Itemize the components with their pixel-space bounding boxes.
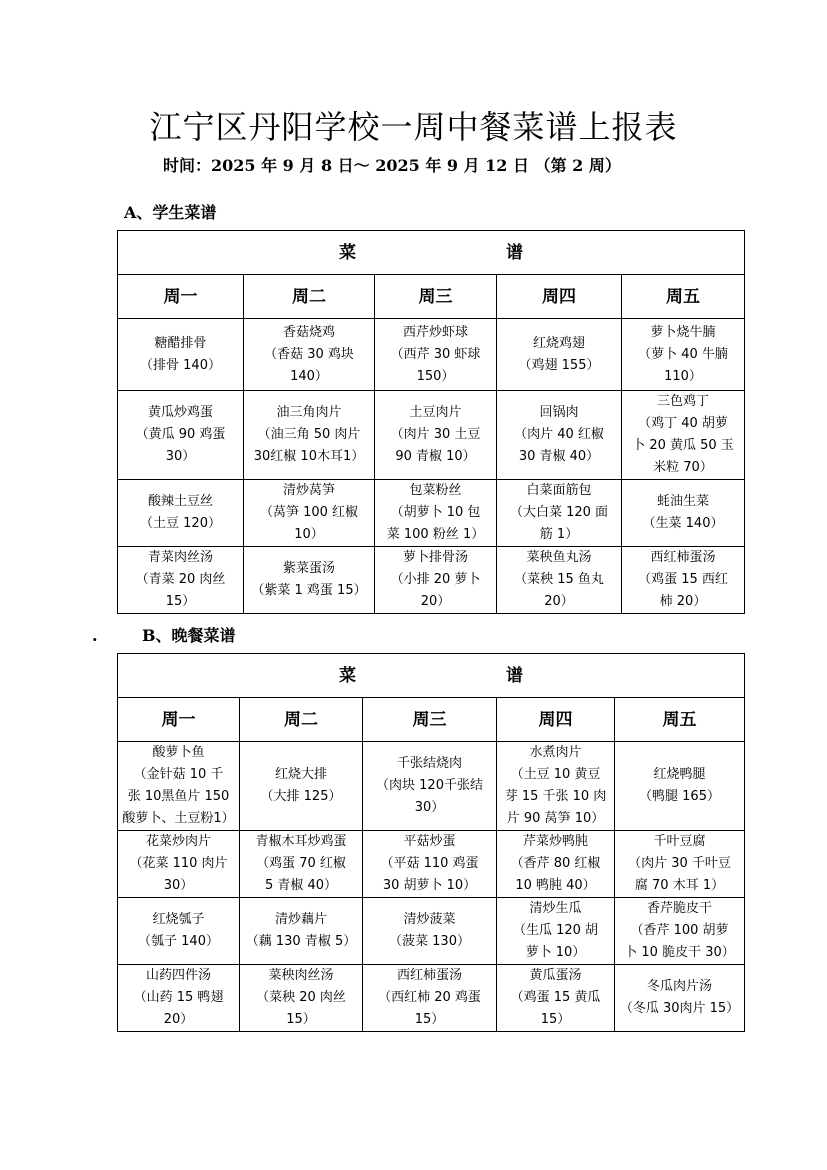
menu-header-char: 菜 [339,665,356,686]
dish-name: 黄瓜炒鸡蛋 [147,405,213,420]
dish-ingredients: （菠菜 130） [389,934,470,949]
day-header-wed: 周三 [375,275,497,319]
dish-ingredients: 卜 20 黄瓜 50 玉 [632,438,734,453]
dish-name: 回锅肉 [539,405,579,420]
dish-ingredients: （香菇 30 鸡块 [264,346,354,362]
menu-cell [615,831,745,898]
menu-cell [375,547,497,614]
dish-ingredients: 菜 100 粉丝 1） [386,527,485,542]
day-header-thu: 周四 [497,275,622,319]
dish-ingredients: （大排 125） [260,789,342,804]
menu-cell [118,547,244,614]
dish-name: 冬瓜肉片汤 [647,979,713,994]
dish-ingredients: （土豆 10 黄豆 [510,767,601,782]
dish-ingredients: （藕 130 青椒 5） [245,934,357,949]
dish-ingredients: （莴笋 100 红椒 [259,505,359,520]
dish-ingredients: 20） [420,594,451,609]
dish-name: 三色鸡丁 [657,394,710,409]
menu-cell [615,742,745,831]
dish-ingredients: （香芹 100 胡萝 [630,923,729,938]
dish-name: 糖醋排骨 [154,335,207,351]
menu-cell [240,831,363,898]
dish-name: 西红柿蛋汤 [396,968,462,983]
menu-cell [497,319,622,391]
dish-name: 清炒生瓜 [529,901,582,916]
dish-name: 花菜炒肉片 [145,834,211,849]
dish-ingredients: 5 青椒 40） [264,878,338,893]
dish-name: 黄瓜蛋汤 [529,968,582,983]
dish-ingredients: （萝卜 40 牛腩 [638,346,728,362]
dish-name: 酸萝卜鱼 [152,745,205,760]
menu-cell [363,831,497,898]
dish-ingredients: （香芹 80 红椒 [510,856,601,871]
dish-name: 山药四件汤 [145,968,211,983]
day-header-wed: 周三 [363,698,497,742]
dish-ingredients: 15） [286,1012,316,1027]
menu-cell [240,742,363,831]
dish-ingredients: 张 10黑鱼片 150 [127,789,230,804]
dish-name: 萝卜烧牛腩 [650,324,716,340]
menu-cell [240,965,363,1032]
dish-ingredients: （瓠子 140） [138,934,219,949]
dish-name: 香芹脆皮干 [647,901,713,916]
dish-ingredients: 卜 10 脆皮干 30） [624,945,735,960]
dish-ingredients: （鸡蛋 15 黄瓜 [510,990,601,1005]
dish-ingredients: （肉片 30 千叶豆 [628,856,731,871]
dish-ingredients: （油三角 50 肉片 [257,427,361,442]
bullet-dot: . [92,626,98,645]
dish-ingredients: （花菜 110 肉片 [129,856,228,871]
dish-ingredients: 酸萝卜、土豆粉1） [122,811,235,826]
dish-name: 清炒莴笋 [282,483,335,498]
menu-cell [615,898,745,965]
dish-name: 千叶豆腐 [653,834,706,849]
menu-cell [244,319,375,391]
dish-name: 千张结烧肉 [396,756,462,771]
menu-cell [118,480,244,547]
dish-ingredients: 30） [165,449,196,464]
dish-name: 油三角肉片 [276,405,342,420]
dish-name: 红烧瓠子 [152,912,205,927]
dish-ingredients: 150） [416,368,455,384]
dish-name: 清炒藕片 [274,912,327,927]
dish-ingredients: 30红椒 10木耳1） [253,449,365,464]
dish-name: 白菜面筋包 [526,483,592,498]
menu-header-char: 谱 [506,665,523,686]
dish-name: 清炒菠菜 [403,912,456,927]
table-row [118,480,745,547]
menu-header [118,654,745,698]
dish-ingredients: （冬瓜 30肉片 15） [619,1001,740,1016]
dish-ingredients: （紫菜 1 鸡蛋 15） [251,583,367,598]
menu-cell [615,965,745,1032]
dish-name: 菜秧鱼丸汤 [526,550,592,565]
dish-ingredients: （西红柿 20 鸡蛋 [378,990,481,1005]
dish-name: 芹菜炒鸭肫 [522,834,588,849]
dish-ingredients: 110） [664,368,702,384]
dish-ingredients: （西芹 30 虾球 [390,346,481,362]
dish-ingredients: 30 青椒 40） [518,449,600,464]
menu-cell [497,547,622,614]
section-a-heading: A、学生菜谱 [124,203,217,222]
menu-cell [622,480,745,547]
dish-name: 蚝油生菜 [657,494,710,509]
dish-ingredients: 柿 20） [659,594,707,609]
menu-cell [363,742,497,831]
dish-ingredients: （青菜 20 肉丝 [135,572,226,587]
dish-ingredients: 30） [163,878,194,893]
menu-cell [363,965,497,1032]
menu-cell [497,480,622,547]
dish-ingredients: 90 青椒 10） [395,449,476,464]
table-row [118,391,745,480]
menu-cell [622,547,745,614]
dish-name: 包菜粉丝 [409,483,462,498]
dish-ingredients: （金针菇 10 千 [133,767,224,782]
dish-ingredients: （菜秧 15 鱼丸 [514,572,604,587]
menu-cell [244,391,375,480]
menu-cell [118,965,240,1032]
dish-name: 红烧大排 [274,767,327,782]
dinner-menu-table [117,653,745,1032]
day-header-mon: 周一 [118,275,244,319]
menu-cell [497,391,622,480]
dish-ingredients: 15） [540,1012,571,1027]
menu-cell [118,391,244,480]
dish-ingredients: 10） [294,527,324,542]
menu-cell [118,898,240,965]
page-title: 江宁区丹阳学校一周中餐菜谱上报表 [149,108,678,146]
day-header-tue: 周二 [240,698,363,742]
dish-name: 青椒木耳炒鸡蛋 [255,834,347,849]
day-header-fri: 周五 [622,275,745,319]
dish-name: 西芹炒虾球 [402,324,468,340]
dish-ingredients: （山药 15 鸭翅 [133,990,224,1005]
dish-ingredients: 筋 1） [539,527,579,542]
dish-name: 平菇炒蛋 [403,834,456,849]
dish-ingredients: （平菇 110 鸡蛋 [380,856,479,871]
dish-ingredients: （鸡蛋 70 红椒 [256,856,346,871]
dish-name: 青菜肉丝汤 [147,550,213,565]
dish-ingredients: （肉片 30 土豆 [390,427,481,442]
dish-ingredients: （大白菜 120 面 [509,505,609,520]
dish-ingredients: 20） [544,594,574,609]
dish-ingredients: 20） [163,1012,194,1027]
table-row [118,898,745,965]
day-header-thu: 周四 [497,698,615,742]
dish-name: 水煮肉片 [529,745,582,760]
day-header-fri: 周五 [615,698,745,742]
dish-ingredients: （鸡翅 155） [518,357,600,373]
menu-cell [622,391,745,480]
menu-header [118,231,745,275]
dish-ingredients: 30） [414,800,445,815]
menu-cell [375,480,497,547]
menu-cell [118,831,240,898]
menu-cell [622,319,745,391]
menu-cell [240,898,363,965]
dish-name: 红烧鸡翅 [532,335,585,351]
menu-cell [497,742,615,831]
table-row [118,319,745,391]
dish-ingredients: （鸡蛋 15 西红 [638,572,728,587]
dish-ingredients: （黄瓜 90 鸡蛋 [135,427,226,442]
day-header-mon: 周一 [118,698,240,742]
table-row [118,831,745,898]
dish-ingredients: （鸭腿 165） [639,789,720,804]
menu-header-char: 菜 [339,242,356,263]
dish-ingredients: 萝卜 10） [525,945,586,960]
dish-name: 紫菜蛋汤 [282,561,335,576]
date-range: 时间：2025 年 9 月 8 日～ 2025 年 9 月 12 日 （第 2 周） [163,156,621,175]
dish-ingredients: （鸡丁 40 胡萝 [638,416,728,431]
dish-ingredients: 140） [290,368,328,384]
section-b-label: B、晚餐菜谱 [142,626,236,645]
dish-ingredients: 片 90 莴笋 10） [506,811,605,826]
dish-ingredients: 米粒 70） [653,460,713,475]
menu-cell [118,319,244,391]
menu-cell [244,480,375,547]
menu-cell [375,319,497,391]
menu-header-char: 谱 [506,242,523,263]
dish-name: 酸辣土豆丝 [147,494,213,509]
table-row [118,547,745,614]
dish-name: 菜秧肉丝汤 [268,968,334,983]
menu-cell [497,898,615,965]
section-b-heading [92,623,236,646]
dish-ingredients: （土豆 120） [140,516,221,531]
table-row [118,742,745,831]
menu-cell [363,898,497,965]
dish-name: 西红柿蛋汤 [650,550,716,565]
dish-ingredients: 10 鸭肫 40） [515,878,596,893]
dish-ingredients: 15） [165,594,196,609]
dish-ingredients: （小排 20 萝卜 [390,572,481,587]
dish-name: 红烧鸭腿 [653,767,706,782]
dish-ingredients: （排骨 140） [140,357,221,373]
dish-ingredients: 15） [414,1012,445,1027]
dish-ingredients: 腐 70 木耳 1） [634,878,725,893]
dish-ingredients: （胡萝卜 10 包 [390,505,481,520]
menu-cell [497,965,615,1032]
dish-ingredients: （生瓜 120 胡 [512,923,599,938]
day-header-tue: 周二 [244,275,375,319]
dish-name: 萝卜排骨汤 [402,550,468,565]
menu-cell [118,742,240,831]
dish-ingredients: 芽 15 千张 10 肉 [504,789,607,804]
menu-cell [497,831,615,898]
dish-ingredients: （肉块 120千张结 [376,778,483,793]
menu-cell [244,547,375,614]
dish-name: 香菇烧鸡 [282,324,335,340]
menu-cell [375,391,497,480]
dish-ingredients: 30 胡萝卜 10） [382,878,477,893]
dish-ingredients: （菜秧 20 肉丝 [256,990,346,1005]
table-row [118,965,745,1032]
student-menu-table [117,230,745,614]
dish-name: 土豆肉片 [409,405,462,420]
dish-ingredients: （生菜 140） [642,516,724,531]
dish-ingredients: （肉片 40 红椒 [514,427,604,442]
